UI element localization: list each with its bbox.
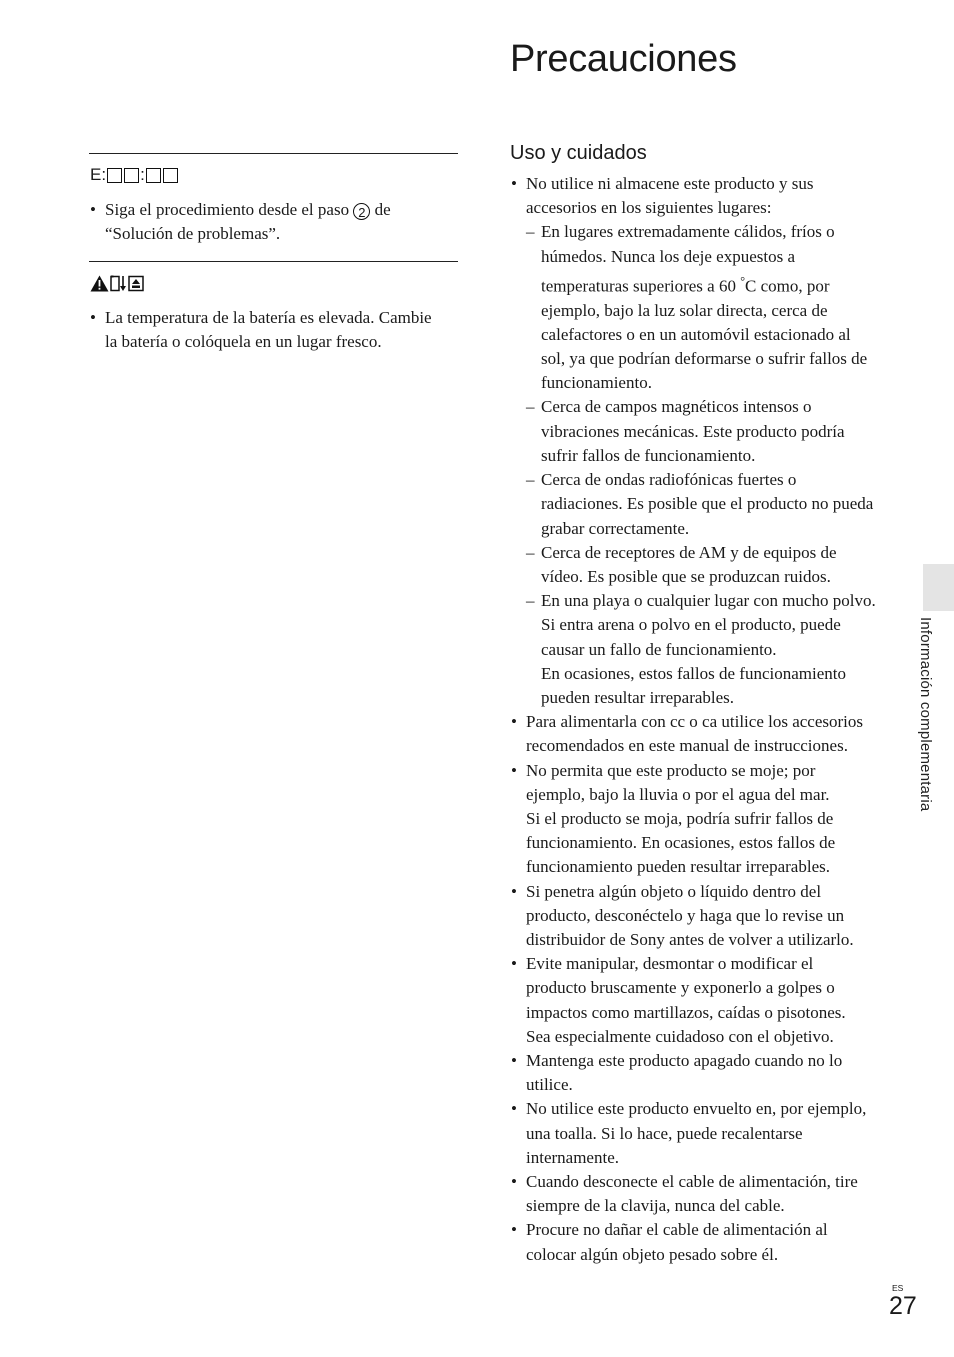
bullet: •: [511, 712, 517, 732]
bullet: •: [511, 1220, 517, 1240]
bullet: •: [511, 174, 517, 193]
divider-middle: [89, 261, 458, 262]
bullet: •: [511, 760, 517, 780]
item-continuation: Sea especialmente cuidadoso con el objetivo.: [526, 1026, 834, 1046]
list-item: [511, 710, 877, 758]
battery-icon: [110, 275, 144, 292]
battery-notes: [90, 306, 435, 354]
item-text: Evite manipular, desmontar o modificar el producto bruscamente y exponerlo a golpes o impactos como martillazos, caídas o pisotones.: [526, 954, 846, 1022]
bullet: •: [90, 200, 96, 219]
list-item: [511, 1170, 877, 1218]
list-item: [511, 952, 877, 1049]
bullet: •: [511, 1171, 517, 1191]
note-text-after: de “Solución de problemas”.: [105, 200, 391, 244]
code-digit-box: [146, 168, 161, 183]
item-text: Para alimentarla con cc o ca utilice los accesorios recomendados en este manual de instrucciones.: [526, 712, 864, 756]
chapter-tab-marker: [923, 564, 954, 611]
code-digit-box: [163, 168, 178, 183]
code-digit-box: [124, 168, 139, 183]
sub-list-item: [526, 220, 877, 395]
sub-list-item: [526, 468, 877, 541]
item-text: Mantenga este producto apagado cuando no lo utilice.: [526, 1050, 843, 1095]
list-item: [511, 880, 877, 953]
error-code: [90, 165, 179, 185]
item-text: Si penetra algún objeto o líquido dentro del producto, desconéctelo y haga que lo revise un distribuidor de Sony antes de volver a utilizarlo.: [526, 881, 854, 949]
divider-top: [89, 153, 458, 154]
error-code-separator: :: [140, 165, 145, 184]
sub-list-item: [526, 541, 877, 589]
list-item: [511, 1218, 877, 1266]
list-item: [511, 759, 877, 880]
error-code-notes: [90, 198, 435, 246]
language-code: ES: [892, 1283, 904, 1293]
battery-warning-indicator: [90, 274, 144, 292]
bullet: •: [511, 954, 517, 974]
bullet: •: [511, 881, 517, 901]
list-item: [90, 198, 435, 246]
page-title: Precauciones: [510, 38, 737, 80]
list-item: [511, 1049, 877, 1097]
sub-item-continuation: En ocasiones, estos fallos de funcionamiento pueden resultar irreparables.: [541, 663, 846, 707]
list-item: [90, 306, 435, 354]
battery-note-text: La temperatura de la batería es elevada. Cambie la batería o colóquela en un lugar fresco.: [105, 308, 432, 352]
dash: –: [526, 222, 535, 242]
item-text: No utilice este producto envuelto en, por ejemplo, una toalla. Si lo hace, puede recalentarse internamente.: [526, 1099, 867, 1167]
dash: –: [526, 470, 535, 490]
section-heading: Uso y cuidados: [510, 142, 647, 164]
sub-item-text: Cerca de campos magnéticos intensos o vibraciones mecánicas. Este producto podría sufrir fallos de funcionamiento.: [541, 397, 845, 465]
bullet: •: [511, 1050, 517, 1070]
list-item: [511, 1097, 877, 1170]
item-text: Cuando desconecte el cable de alimentación, tire siempre de la clavija, nunca del cable.: [526, 1171, 858, 1216]
sub-item-text: Cerca de receptores de AM y de equipos de vídeo. Es posible que se produzcan ruidos.: [541, 542, 837, 586]
sub-list-item: [526, 395, 877, 468]
item-text: Procure no dañar el cable de alimentación al colocar algún objeto pesado sobre él.: [526, 1220, 828, 1264]
dash: –: [526, 397, 535, 417]
dash: –: [526, 591, 535, 611]
degree-sign: °: [740, 273, 746, 288]
list-item: [511, 172, 877, 710]
intro-text: No utilice ni almacene este producto y sus accesorios en los siguientes lugares:: [526, 174, 814, 218]
warning-triangle-icon: [90, 275, 109, 292]
item-continuation: Si el producto se moja, podría sufrir fallos de funcionamiento. En ocasiones, estos fallos de funcionamiento pueden resultar irreparables.: [526, 808, 836, 877]
care-list: [511, 172, 877, 1267]
error-code-prefix: E:: [90, 165, 107, 184]
sub-item-text: Cerca de ondas radiofónicas fuertes o radiaciones. Es posible que el producto no pueda grabar correctamente.: [541, 470, 874, 538]
sub-item-text: En lugares extremadamente cálidos, fríos o húmedos. Nunca los deje expuestos a temperaturas superiores a 60: [541, 222, 835, 296]
page-number: 27: [889, 1292, 917, 1320]
bullet: •: [511, 1099, 517, 1119]
step-circle-icon: 2: [353, 203, 370, 220]
chapter-tab-label: Información complementaria: [917, 617, 934, 812]
bullet: •: [90, 308, 96, 327]
code-digit-box: [107, 168, 122, 183]
sub-list-item: [526, 589, 877, 710]
sub-item-text: C como, por ejemplo, bajo la luz solar directa, cerca de calefactores o en un automóvil estacionado al sol, ya que podrían deformarse o sufrir fallos de funcionamiento.: [541, 276, 868, 393]
dash: –: [526, 542, 535, 562]
sub-item-text: En una playa o cualquier lugar con mucho polvo. Si entra arena o polvo en el producto, puede causar un fallo de funcionamiento.: [541, 591, 876, 659]
note-text-before: Siga el procedimiento desde el paso: [105, 200, 354, 219]
item-text: No permita que este producto se moje; por ejemplo, bajo la lluvia o por el agua del mar.: [526, 760, 830, 804]
